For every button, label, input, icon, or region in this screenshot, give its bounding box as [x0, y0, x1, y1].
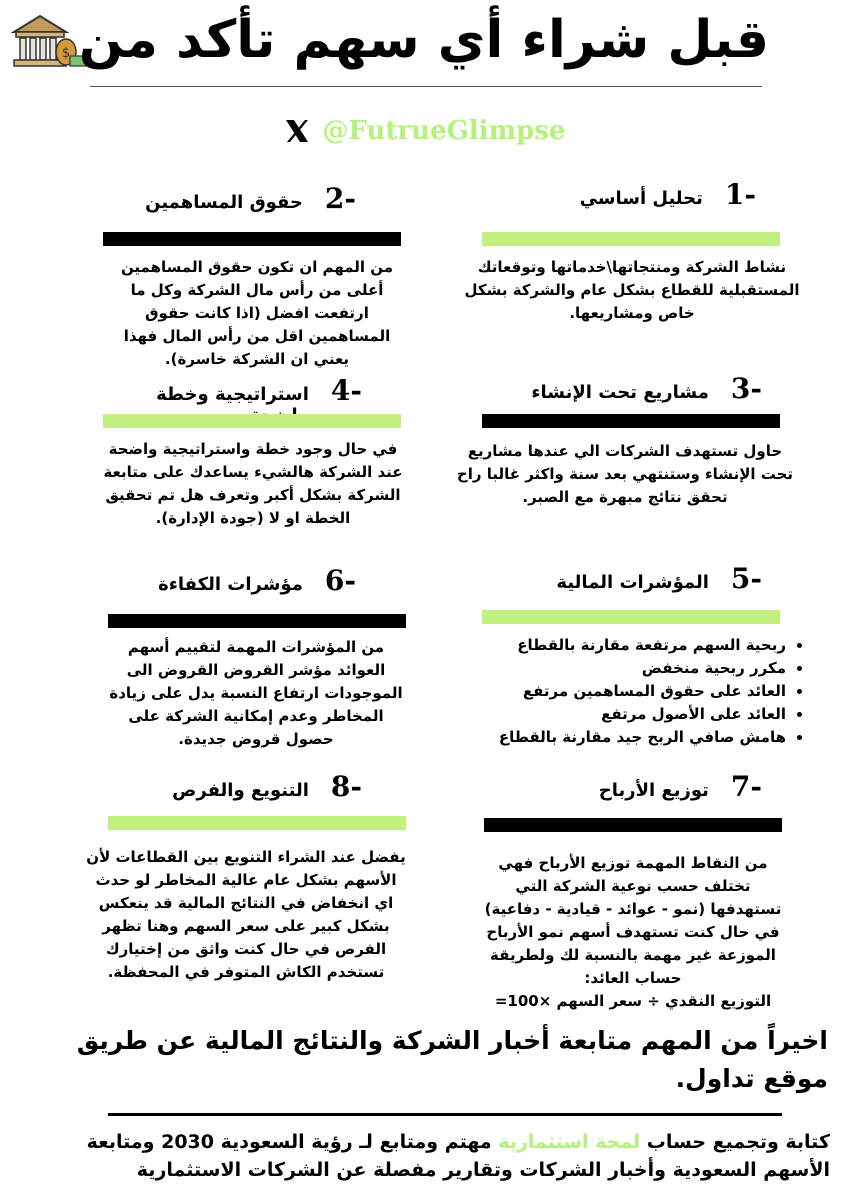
- section-number: 6-: [324, 564, 356, 597]
- list-item: • ربحية السهم مرتفعة مقارنة بالقطاع: [486, 634, 786, 657]
- section-4-bar: [103, 414, 401, 428]
- account-name-link[interactable]: لمحة استثمارية: [498, 1131, 641, 1153]
- section-number: 8-: [330, 770, 362, 803]
- section-8-bar: [108, 816, 406, 830]
- section-2: [100, 182, 400, 215]
- section-8-body: يفضل عند الشراء التنويع بين القطاعات لأن الأسهم بشكل عام عالية المخاطر لو حدث اي انخفاض في النتائج المالية قد ينعكس بشكل كبير على سعر السهم وهنا تظهر الفرص في حال كنت واثق من إختيارك تستخدم الكاش المتوفر في المحفظة.: [86, 848, 406, 981]
- section-6-bar: [108, 614, 406, 628]
- section-8: [100, 770, 400, 803]
- section-number: 4-: [330, 374, 362, 407]
- section-1: [482, 178, 782, 211]
- list-item: • هامش صافي الربح جيد مقارنة بالقطاع: [486, 726, 786, 749]
- footer-divider: [108, 1113, 782, 1116]
- list-item: • مكرر ربحية منخفض: [486, 657, 786, 680]
- section-title: مؤشرات الكفاءة: [158, 574, 303, 595]
- footer-suffix: مهتم ومتابع لـ رؤية السعودية 2030 ومتابعة الأسهم السعودية وأخبار الشركات وتقارير مفصلة عن الشركات الاستثمارية: [86, 1131, 830, 1181]
- section-6-body: من المؤشرات المهمة لتقييم أسهم العوائد مؤشر القروض القروض الى الموجودات ارتفاع النسبة يدل على زيادة المخاطر وعدم إمكانية الشركة على حصول قروض جديدة.: [109, 638, 403, 748]
- footer-prefix: كتابة وتجميع حساب: [646, 1131, 830, 1153]
- section-number: 5-: [730, 562, 762, 595]
- social-handle[interactable]: @FutrueGlimpse: [322, 116, 566, 146]
- section-5-bar: [482, 610, 780, 624]
- section-title: مشاريع تحت الإنشاء: [531, 382, 709, 403]
- list-item: • العائد على الأصول مرتفع: [486, 703, 786, 726]
- section-4-body: في حال وجود خطة واستراتيجية واضحة عند الشركة هالشيء يساعدك على متابعة الشركة بشكل أكبر وتعرف هل تم تحقيق الخطة او لا (جودة الإدارة).: [103, 440, 403, 527]
- x-logo-icon: [283, 117, 311, 145]
- section-6: [100, 564, 400, 597]
- section-title: حقوق المساهمين: [145, 192, 303, 213]
- footer-credit: [18, 1128, 830, 1184]
- section-7-text: من النقاط المهمة توزيع الأرباح فهي تختلف حسب نوعية الشركة التي تستهدفها (نمو - عوائد - قيادية - دفاعية) في حال كنت تستهدف أسهم نمو الأرباح الموزعة غير مهمة بالنسبة لك ولطريقة حساب العائد:: [484, 854, 782, 987]
- section-7: [482, 770, 782, 803]
- social-handle-row: [0, 116, 848, 149]
- section-title: التنويع والفرص: [172, 780, 309, 801]
- section-title: تحليل أساسي: [579, 188, 703, 209]
- section-number: 2-: [324, 182, 356, 215]
- section-1-bar: [482, 232, 780, 246]
- section-7-bar: [484, 818, 782, 832]
- section-2-bar: [103, 232, 401, 246]
- section-title: استراتيجية وخطة: [156, 384, 309, 405]
- list-item: • العائد على حقوق المساهمين مرتفع: [486, 680, 786, 703]
- section-7-body: [480, 852, 786, 1013]
- section-3-body: حاول تستهدف الشركات الي عندها مشاريع تحت الإنشاء وستنتهي بعد سنة واكثر غالبا راح تحقق نتائج مبهرة مع الصبر.: [456, 442, 794, 506]
- section-title: المؤشرات المالية: [556, 572, 709, 593]
- closing-note: اخيراً من المهم متابعة أخبار الشركة والنتائج المالية عن طريق موقع تداول.: [76, 1026, 828, 1093]
- section-3: [482, 372, 782, 405]
- title-divider: [90, 86, 762, 87]
- section-5-bullets: [486, 634, 804, 749]
- section-2-body: من المهم ان تكون حقوق المساهمين أعلى من رأس مال الشركة وكل ما ارتفعت افضل (اذا كانت حقوق المساهمين اقل من رأس المال فهذا يعني ان الشركة خاسرة).: [120, 258, 394, 368]
- dividend-formula: التوزيع النقدي ÷ سعر السهم ×100=: [494, 992, 772, 1010]
- page-title: قبل شراء أي سهم تأكد من: [78, 10, 770, 70]
- section-number: 7-: [730, 770, 762, 803]
- section-number: 1-: [724, 178, 756, 211]
- section-3-bar: [482, 414, 780, 428]
- section-title: توزيع الأرباح: [598, 780, 709, 801]
- section-number: 3-: [730, 372, 762, 405]
- svg-text:$: $: [61, 46, 71, 61]
- section-5: [482, 562, 782, 595]
- section-1-body: نشاط الشركة ومنتجاتها\خدماتها وتوقعاتك المستقبلية للقطاع بشكل عام والشركة بشكل خاص ومشاريعها.: [464, 258, 800, 322]
